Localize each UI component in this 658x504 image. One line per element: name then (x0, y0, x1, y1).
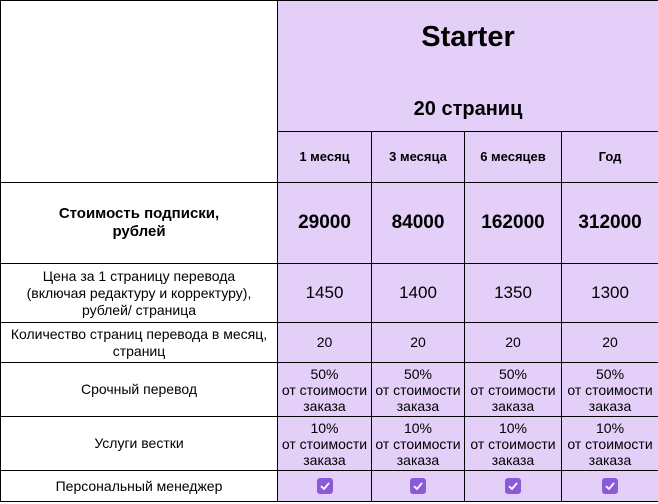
cell-value: 10% от стоимости заказа (281, 419, 368, 468)
cell-value: 1300 (591, 283, 629, 302)
table-row (1, 363, 658, 417)
period-label: 1 месяц (299, 149, 350, 164)
cell-value: 10% от стоимости заказа (375, 419, 461, 468)
subscription-price: 312000 (578, 212, 642, 233)
table-row (1, 417, 658, 471)
value-cell (372, 417, 465, 471)
plan-name: Starter (421, 21, 515, 53)
cell-value: 1400 (399, 283, 437, 302)
row-label-cell (1, 471, 278, 502)
subscription-label-cell (1, 183, 278, 264)
value-cell (465, 363, 562, 417)
check-icon (602, 478, 618, 494)
value-cell (278, 264, 372, 323)
period-label: 3 месяца (389, 149, 447, 164)
period-cell (278, 132, 372, 183)
subscription-price: 29000 (298, 212, 351, 233)
value-cell (372, 363, 465, 417)
price-cell (372, 183, 465, 264)
price-cell (562, 183, 658, 264)
value-cell (372, 264, 465, 323)
value-cell (562, 323, 658, 363)
row-label: Услуги вестки (94, 435, 184, 451)
cell-value: 10% от стоимости заказа (470, 419, 556, 468)
check-icon (505, 478, 521, 494)
cell-value: 50% от стоимости заказа (281, 365, 368, 414)
check-icon (317, 478, 333, 494)
value-cell (465, 264, 562, 323)
row-label: Количество страниц перевода в месяц, страниц (10, 325, 268, 359)
cell-value: 50% от стоимости заказа (470, 365, 556, 414)
value-cell (562, 471, 658, 502)
cell-value: 50% от стоимости заказа (375, 365, 461, 414)
period-cell (562, 132, 658, 183)
check-icon (410, 478, 426, 494)
plan-header-row (1, 1, 658, 132)
price-cell (278, 183, 372, 264)
value-cell (465, 323, 562, 363)
cell-value: 50% от стоимости заказа (567, 365, 653, 414)
table-row (1, 323, 658, 363)
cell-value: 20 (410, 333, 426, 350)
value-cell (278, 417, 372, 471)
period-row (1, 132, 658, 183)
row-label-cell (1, 264, 278, 323)
period-label: 6 месяцев (480, 149, 546, 164)
row-label-cell (1, 417, 278, 471)
value-cell (562, 363, 658, 417)
empty-label-cell (1, 132, 278, 183)
cell-value: 1450 (305, 283, 344, 302)
subscription-label: Стоимость подписки, рублей (58, 205, 220, 240)
cell-value: 20 (602, 333, 618, 350)
value-cell (278, 363, 372, 417)
subscription-price: 162000 (481, 212, 545, 233)
value-cell (278, 471, 372, 502)
plan-header (278, 1, 658, 132)
row-label-cell (1, 323, 278, 363)
row-label-cell (1, 363, 278, 417)
table-row (1, 471, 658, 502)
value-cell (465, 417, 562, 471)
price-cell (465, 183, 562, 264)
cell-value: 1350 (494, 283, 532, 302)
cell-value: 20 (316, 333, 333, 350)
row-label: Цена за 1 страницу перевода (включая редактуру и корректуру), рублей/ страница (26, 267, 252, 318)
period-label: Год (598, 149, 622, 164)
period-cell (465, 132, 562, 183)
subscription-price-row (1, 183, 658, 264)
value-cell (278, 323, 372, 363)
value-cell (465, 471, 562, 502)
period-cell (372, 132, 465, 183)
value-cell (562, 417, 658, 471)
empty-corner-cell (1, 1, 278, 132)
cell-value: 10% от стоимости заказа (567, 419, 653, 468)
value-cell (562, 264, 658, 323)
cell-value: 20 (505, 333, 521, 350)
subscription-price: 84000 (391, 212, 445, 233)
plan-pages: 20 страниц (413, 98, 523, 120)
value-cell (372, 323, 465, 363)
value-cell (372, 471, 465, 502)
row-label: Срочный перевод (80, 381, 198, 397)
table-row (1, 264, 658, 323)
row-label: Персональный менеджер (55, 477, 223, 494)
